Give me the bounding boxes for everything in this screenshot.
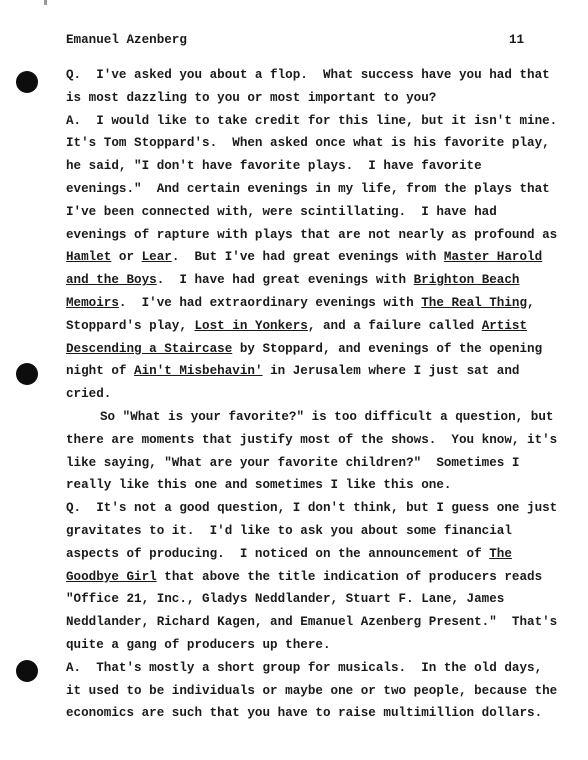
text-line <box>66 660 542 676</box>
line-text: quite a gang of producers up there. <box>66 638 331 652</box>
line-text: by Stoppard, and evenings of the opening <box>232 341 543 356</box>
text-line <box>66 341 542 357</box>
text-line <box>66 386 111 402</box>
underlined-title: Lost in Yonkers <box>194 318 308 333</box>
text-line <box>66 272 519 288</box>
text-line <box>66 477 451 493</box>
text-line <box>66 204 497 220</box>
line-text: aspects of producing. I noticed on the announcement of <box>66 546 490 561</box>
line-text: there are moments that justify most of the shows. You know, it's <box>66 432 558 447</box>
line-text: cried. <box>66 387 112 402</box>
text-line <box>66 90 436 106</box>
text-line <box>66 227 557 243</box>
underlined-title: Descending a Staircase <box>66 341 233 356</box>
text-line <box>66 546 512 562</box>
underlined-title: and the Boys <box>66 273 157 288</box>
line-text: So "What is your favorite?" is too difficult a question, but <box>100 410 554 424</box>
line-text: . I have had great evenings with <box>156 273 414 288</box>
underlined-title: Memoirs <box>66 296 119 310</box>
line-text: Neddlander, Richard Kagen, and Emanuel Azenberg Present." That's <box>66 615 558 630</box>
text-line <box>66 249 542 265</box>
text-line <box>66 705 542 721</box>
line-text: gravitates to it. I'd like to ask you about some financial <box>66 524 512 538</box>
line-text: economics are such that you have to raise multimillion dollars. <box>66 706 543 721</box>
page-number: 11 <box>509 33 525 47</box>
punch-hole <box>16 71 38 93</box>
line-text: "Office 21, Inc., Gladys Neddlander, Stuart F. Lane, James <box>66 592 505 607</box>
line-text: really like this one and sometimes I like this one. <box>66 478 452 493</box>
text-line <box>66 363 519 379</box>
text-line <box>66 523 512 539</box>
line-text: is most dazzling to you or most important to you? <box>66 90 437 105</box>
line-text: evenings." And certain evenings in my life, from the plays that <box>66 182 550 196</box>
text-line <box>66 181 550 197</box>
line-text: It's Tom Stoppard's. When asked once what is his favorite play, <box>66 136 550 151</box>
line-text: evenings of rapture with plays that are not nearly as profound as <box>66 227 558 242</box>
text-line <box>100 409 553 425</box>
underlined-title: Goodbye Girl <box>66 569 157 584</box>
punch-hole <box>16 363 38 385</box>
line-text: in Jerusalem where I just sat and <box>262 364 520 379</box>
underlined-title: Brighton Beach <box>413 273 520 288</box>
text-line <box>66 113 557 129</box>
underlined-title: The <box>489 546 512 561</box>
text-line <box>66 569 542 585</box>
text-line <box>66 591 504 607</box>
text-line <box>66 158 482 174</box>
text-line <box>66 500 557 516</box>
text-line <box>66 683 557 699</box>
line-text: , <box>527 296 535 310</box>
underlined-title: Ain't Misbehavin' <box>134 364 263 379</box>
text-line <box>66 637 331 653</box>
line-text: like saying, "What are your favorite children?" Sometimes I <box>66 455 520 470</box>
header-name: Emanuel Azenberg <box>66 33 187 47</box>
line-text: , and a failure called <box>307 318 482 333</box>
line-text: Q. It's not a good question, I don't think, but I guess one just <box>66 501 558 516</box>
punch-hole <box>16 660 38 682</box>
text-line <box>66 295 535 311</box>
underlined-title: The Real Thing <box>421 296 528 310</box>
line-text: A. That's mostly a short group for musicals. In the old days, <box>66 660 543 675</box>
text-line <box>66 67 550 83</box>
line-text: night of <box>66 364 135 379</box>
line-text: . But I've had great evenings with <box>171 250 444 265</box>
underlined-title: Lear <box>141 250 172 265</box>
line-text: . I've had extraordinary evenings with <box>118 296 422 310</box>
line-text: Stoppard's play, <box>66 318 195 333</box>
text-line <box>66 318 527 334</box>
text-line <box>66 135 550 151</box>
underlined-title: Hamlet <box>66 250 112 265</box>
line-text: A. I would like to take credit for this line, but it isn't mine. <box>66 113 558 128</box>
line-text: Q. I've asked you about a flop. What success have you had that <box>66 68 550 82</box>
line-text: it used to be individuals or maybe one or two people, because the <box>66 683 558 698</box>
text-line <box>66 455 519 471</box>
text-line <box>66 432 557 448</box>
scan-mark <box>44 0 47 5</box>
text-line <box>66 614 557 630</box>
line-text: I've been connected with, were scintillating. I have had <box>66 204 497 219</box>
line-text: or <box>111 250 142 265</box>
underlined-title: Artist <box>481 318 528 333</box>
line-text: that above the title indication of producers reads <box>156 569 543 584</box>
line-text: he said, "I don't have favorite plays. I have favorite <box>66 159 482 174</box>
underlined-title: Master Harold <box>443 250 543 265</box>
